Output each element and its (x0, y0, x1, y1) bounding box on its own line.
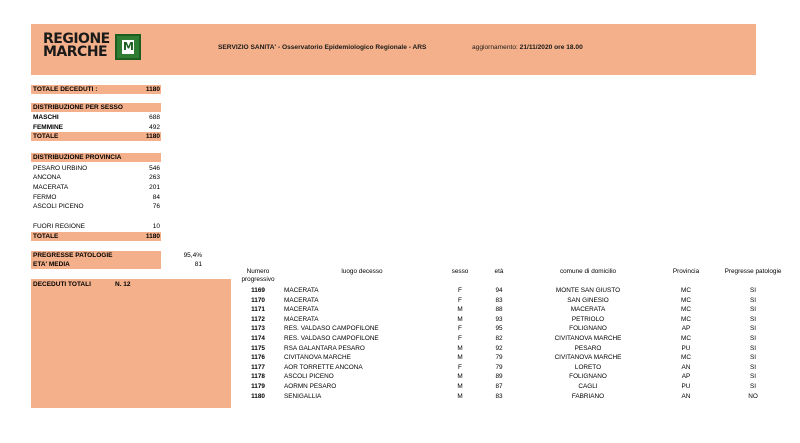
cell-sesso: M (457, 373, 463, 381)
col-header-sesso: sesso (451, 268, 469, 275)
deceduti-totali-label: DECEDUTI TOTALI (33, 281, 91, 288)
cell-sesso: F (458, 334, 462, 342)
sesso-row-label: FEMMINE (33, 124, 63, 131)
cell-patologie: NO (748, 392, 758, 400)
cell-comune: FABRIANO (571, 392, 605, 400)
cell-provincia: AN (681, 363, 691, 371)
cell-sesso: M (457, 306, 463, 314)
provincia-title: DISTRIBUZIONE PROVINCIA (33, 154, 122, 161)
cell-sesso: F (458, 296, 462, 304)
eta-media-value: 81 (194, 261, 202, 268)
cell-luogo: MACERATA (284, 306, 319, 314)
cell-eta: 87 (495, 382, 503, 390)
cell-luogo: RES. VALDASO CAMPOFILONE (284, 334, 379, 342)
deceased-table (232, 268, 792, 401)
provincia-row-value: 546 (149, 165, 160, 172)
sesso-row-value: 688 (149, 114, 160, 121)
cell-patologie: SI (749, 306, 757, 314)
cell-sesso: M (457, 354, 463, 362)
cell-comune: SAN GINESIO (567, 296, 609, 304)
provincia-row-label: ANCONA (33, 174, 61, 181)
cell-numero: 1177 (251, 363, 265, 371)
table-row (232, 382, 792, 392)
sesso-row-value: 492 (149, 124, 160, 131)
cell-patologie: SI (749, 363, 757, 371)
provincia-total-value: 1180 (145, 233, 160, 240)
pregresse-value: 95,4% (183, 252, 202, 259)
update-info (472, 44, 583, 51)
col-header-provincia: Provincia (672, 268, 700, 275)
cell-comune: LORETO (574, 363, 602, 371)
cell-provincia: AP (681, 325, 691, 333)
table-row (232, 296, 792, 306)
table-row (232, 363, 792, 373)
table-header-row (232, 268, 792, 286)
cell-sesso: F (458, 363, 462, 371)
cell-numero: 1169 (251, 287, 265, 294)
cell-provincia: AN (681, 392, 691, 400)
deceduti-totali-value: N. 12 (115, 281, 131, 288)
sesso-total-label: TOTALE (33, 133, 59, 140)
provincia-row-label: PESARO URBINO (33, 165, 88, 172)
provincia-total-label: TOTALE (33, 233, 59, 240)
cell-eta: 92 (495, 344, 503, 352)
service-title: SERVIZIO SANITA' - Osservatorio Epidemiologico Regionale - ARS (218, 44, 427, 51)
cell-eta: 88 (495, 306, 503, 314)
cell-provincia: PU (681, 382, 691, 390)
logo-line-1: REGIONE (43, 31, 110, 47)
cell-comune: MACERATA (570, 306, 606, 314)
cell-comune: PETRIOLO (571, 315, 605, 323)
deceduti-totali-box (31, 279, 231, 408)
sesso-row-label: MASCHI (33, 114, 59, 121)
cell-numero: 1179 (251, 382, 265, 390)
cell-luogo: RES. VALDASO CAMPOFILONE (284, 325, 379, 333)
cell-eta: 94 (495, 287, 503, 294)
table-row (232, 392, 792, 402)
cell-provincia: MC (681, 287, 691, 294)
cell-luogo: ASCOLI PICENO (284, 373, 334, 381)
cell-numero: 1175 (251, 344, 265, 352)
cell-eta: 83 (495, 296, 503, 304)
cell-eta: 95 (495, 325, 503, 333)
cell-patologie: SI (749, 382, 757, 390)
totale-deceduti-value: 1180 (145, 86, 160, 93)
table-row (232, 305, 792, 315)
cell-numero: 1171 (251, 306, 265, 314)
col-header-eta: età (494, 268, 504, 275)
region-logo (43, 33, 110, 59)
fuori-regione-label: FUORI REGIONE (33, 223, 86, 230)
eta-media-label: ETA' MEDIA (33, 261, 70, 268)
cell-numero: 1176 (251, 354, 265, 362)
cell-numero: 1173 (251, 325, 265, 333)
pregresse-label: PREGRESSE PATOLOGIE (33, 252, 113, 259)
cell-comune: FOLIGNANO (569, 325, 607, 333)
cell-provincia: AP (681, 373, 691, 381)
cell-eta: 82 (495, 334, 503, 342)
col-header-luogo: luogo decesso (341, 268, 383, 275)
table-row (232, 315, 792, 325)
cell-numero: 1172 (251, 315, 265, 323)
cell-luogo: AOR TORRETTE ANCONA (284, 363, 363, 371)
cell-sesso: M (457, 382, 463, 390)
cell-comune: FOLIGNANO (569, 373, 607, 381)
cell-luogo: MACERATA (284, 315, 319, 323)
cell-provincia: MC (681, 354, 691, 362)
cell-luogo: SENIGALLIA (284, 392, 322, 400)
table-row (232, 334, 792, 344)
cell-patologie: SI (749, 373, 757, 381)
cell-comune: PESARO (574, 344, 602, 352)
provincia-row-label: FERMO (33, 194, 57, 201)
cell-patologie: SI (749, 287, 757, 294)
cell-provincia: PU (681, 344, 691, 352)
provincia-row-value: 84 (152, 194, 160, 201)
cell-sesso: F (458, 287, 462, 294)
region-emblem-icon: M (115, 34, 141, 60)
totale-deceduti-label: TOTALE DECEDUTI : (33, 86, 98, 93)
provincia-row-label: MACERATA (33, 184, 69, 191)
cell-numero: 1170 (251, 296, 265, 304)
table-row (232, 286, 792, 296)
cell-comune: CIVITANOVA MARCHE (554, 354, 622, 362)
cell-provincia: MC (681, 306, 691, 314)
table-row (232, 372, 792, 382)
cell-numero: 1178 (251, 373, 265, 381)
cell-sesso: M (457, 344, 463, 352)
provincia-row-value: 263 (149, 174, 160, 181)
cell-provincia: MC (681, 296, 691, 304)
cell-patologie: SI (749, 315, 757, 323)
cell-luogo: RSA GALANTARA PESARO (284, 344, 365, 352)
cell-sesso: M (457, 392, 463, 400)
cell-eta: 89 (495, 373, 503, 381)
update-label: aggiornamento: (472, 44, 518, 51)
cell-patologie: SI (749, 334, 757, 342)
cell-provincia: MC (681, 334, 691, 342)
cell-patologie: SI (749, 354, 757, 362)
cell-patologie: SI (749, 344, 757, 352)
col-header-comune: comune di domicilio (559, 268, 617, 275)
cell-sesso: M (457, 315, 463, 323)
table-row (232, 353, 792, 363)
col-header-patologie: Pregresse patologie (724, 268, 782, 275)
cell-numero: 1174 (251, 334, 265, 342)
provincia-row-value: 76 (152, 203, 160, 210)
cell-comune: MONTE SAN GIUSTO (555, 287, 621, 294)
table-row (232, 344, 792, 354)
fuori-regione-value: 10 (152, 223, 160, 230)
cell-eta: 93 (495, 315, 503, 323)
provincia-row-label: ASCOLI PICENO (33, 203, 84, 210)
sesso-total-value: 1180 (145, 133, 160, 140)
cell-patologie: SI (749, 325, 757, 333)
table-row (232, 324, 792, 334)
cell-patologie: SI (749, 296, 757, 304)
cell-comune: CAGLI (578, 382, 598, 390)
cell-comune: CIVITANOVA MARCHE (554, 334, 622, 342)
cell-luogo: CIVITANOVA MARCHE (284, 354, 351, 362)
cell-numero: 1180 (251, 392, 265, 400)
cell-luogo: MACERATA (284, 296, 319, 304)
header-banner (31, 24, 756, 75)
table-body (232, 286, 792, 401)
sesso-title: DISTRIBUZIONE PER SESSO (33, 104, 123, 111)
cell-provincia: MC (681, 315, 691, 323)
cell-eta: 79 (495, 354, 503, 362)
provincia-row-value: 201 (149, 184, 160, 191)
col-header-numero: Numero progressivo (241, 268, 275, 283)
cell-eta: 83 (495, 392, 503, 400)
cell-eta: 79 (495, 363, 503, 371)
update-value: 21/11/2020 ore 18.00 (519, 44, 583, 51)
cell-sesso: F (458, 325, 462, 333)
cell-luogo: MACERATA (284, 287, 319, 294)
logo-line-2: MARCHE (43, 44, 108, 60)
cell-luogo: AORMN PESARO (284, 382, 337, 390)
